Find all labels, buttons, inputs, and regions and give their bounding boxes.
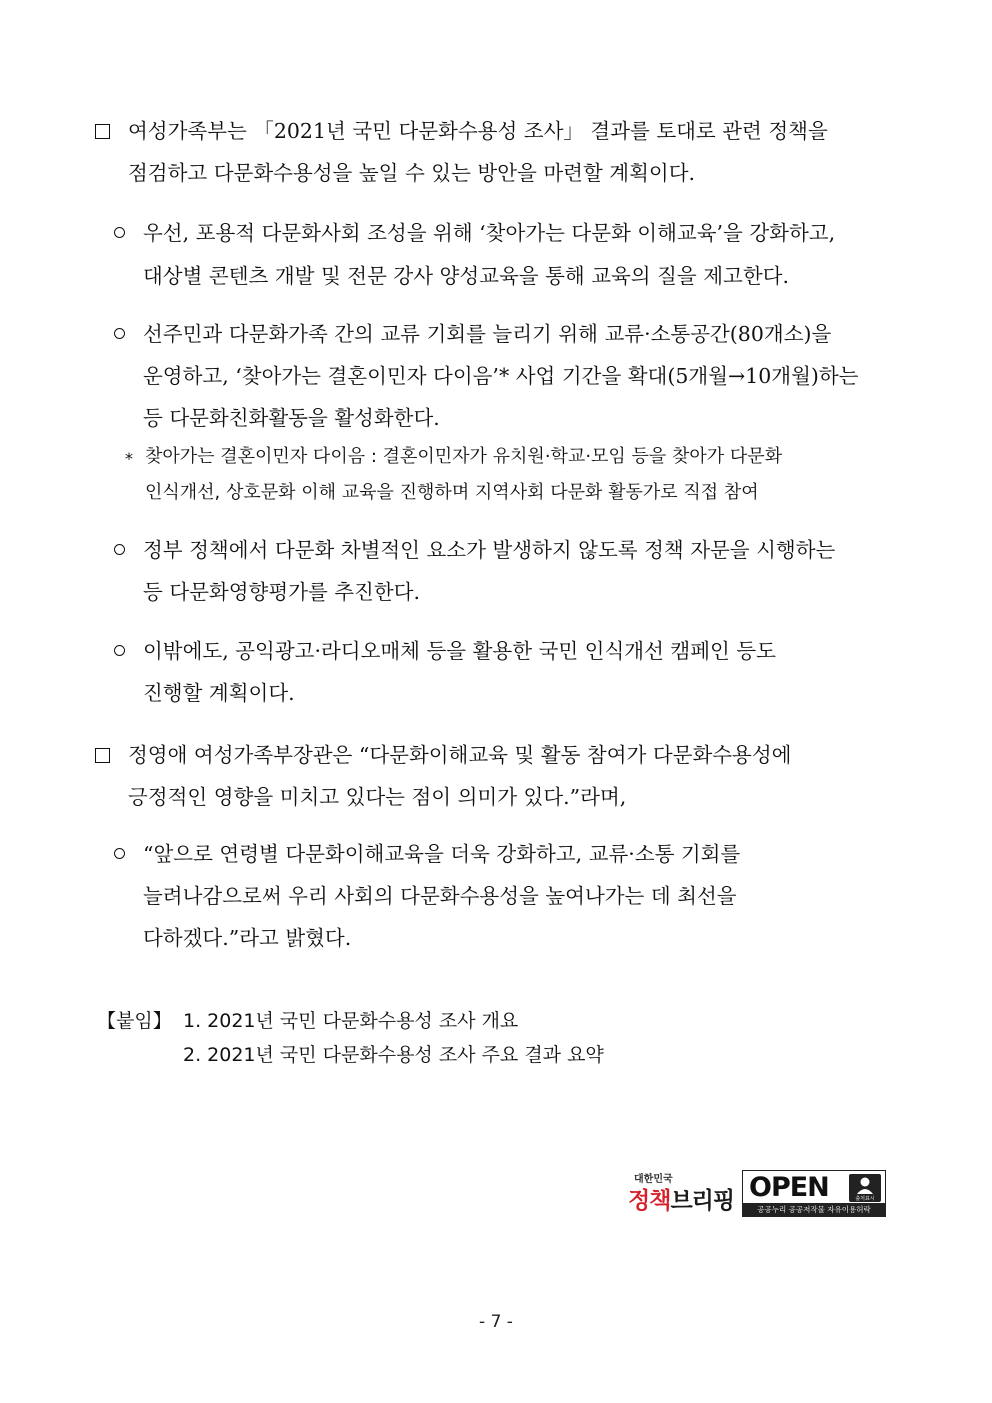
footnote-line: 찾아가는 결혼이민자 다이음 : 결혼이민자가 유치원·학교·모임 등을 찾아가 다문화 xyxy=(145,446,783,467)
paragraph-line: 점검하고 다문화수용성을 높일 수 있는 방안을 마련할 계획이다. xyxy=(128,161,696,185)
paragraph-line: 다하겠다.”라고 밝혔다. xyxy=(143,926,352,950)
square-bullet-icon xyxy=(95,124,110,139)
square-bullet-icon xyxy=(95,748,110,763)
paragraph-line: 우선, 포용적 다문화사회 조성을 위해 ‘찾아가는 다문화 이해교육’을 강화하고, xyxy=(143,221,836,245)
logo-dark-text: 브리핑 xyxy=(670,1188,735,1214)
logo-small-text: 대한민국 xyxy=(634,1174,673,1185)
person-icon xyxy=(849,1174,881,1202)
open-word: OPEN xyxy=(749,1172,829,1203)
circle-bullet-icon xyxy=(114,227,125,238)
circle-bullet-icon xyxy=(114,645,125,656)
paragraph-line: 등 다문화영향평가를 추진한다. xyxy=(143,580,420,604)
paragraph-line: 늘려나감으로써 우리 사회의 다문화수용성을 높여나가는 데 최선을 xyxy=(143,884,737,908)
open-license-logo xyxy=(742,1170,886,1217)
paragraph-line: 등 다문화친화활동을 활성화한다. xyxy=(143,406,440,430)
paragraph-line: 긍정적인 영향을 미치고 있다는 점이 의미가 있다.”라며, xyxy=(128,785,627,809)
page-number: - 7 - xyxy=(479,1312,513,1332)
logo-main-text xyxy=(628,1182,734,1215)
paragraph-line: 여성가족부는 「2021년 국민 다문화수용성 조사」 결과를 토대로 관련 정책을 xyxy=(128,119,828,143)
attribution-person-icon xyxy=(849,1174,881,1202)
attachment-item: 2. 2021년 국민 다문화수용성 조사 주요 결과 요약 xyxy=(183,1044,604,1066)
paragraph-line: 선주민과 다문화가족 간의 교류 기회를 늘리기 위해 교류·소통공간(80개소)을 xyxy=(143,322,832,346)
person-caption: 출처표시 xyxy=(855,1196,875,1202)
paragraph-line: 정부 정책에서 다문화 차별적인 요소가 발생하지 않도록 정책 자문을 시행하는 xyxy=(143,538,836,562)
attachments-label: 【붙임】 xyxy=(97,1010,172,1032)
logo-red-text: 정책 xyxy=(628,1188,671,1214)
paragraph-line: 진행할 계획이다. xyxy=(143,681,295,705)
attachment-item: 1. 2021년 국민 다문화수용성 조사 개요 xyxy=(183,1010,519,1032)
circle-bullet-icon xyxy=(114,544,125,555)
paragraph-line: 이밖에도, 공익광고·라디오매체 등을 활용한 국민 인식개선 캠페인 등도 xyxy=(143,639,776,663)
paragraph-line: “앞으로 연령별 다문화이해교육을 더욱 강화하고, 교류·소통 기회를 xyxy=(143,842,741,866)
footnote-mark: * xyxy=(125,449,133,468)
circle-bullet-icon xyxy=(114,848,125,859)
paragraph-line: 운영하고, ‘찾아가는 결혼이민자 다이음’* 사업 기간을 확대(5개월→10개월)하는 xyxy=(143,364,859,388)
license-strip: 공공누리 공공저작물 자유이용허락 xyxy=(743,1203,885,1216)
footnote-line: 인식개선, 상호문화 이해 교육을 진행하며 지역사회 다문화 활동가로 직접 참여 xyxy=(145,482,759,503)
paragraph-line: 정영애 여성가족부장관은 “다문화이해교육 및 활동 참여가 다문화수용성에 xyxy=(128,743,792,767)
circle-bullet-icon xyxy=(114,328,125,339)
paragraph-line: 대상별 콘텐츠 개발 및 전문 강사 양성교육을 통해 교육의 질을 제고한다. xyxy=(143,264,789,288)
policy-briefing-logo xyxy=(628,1170,736,1220)
